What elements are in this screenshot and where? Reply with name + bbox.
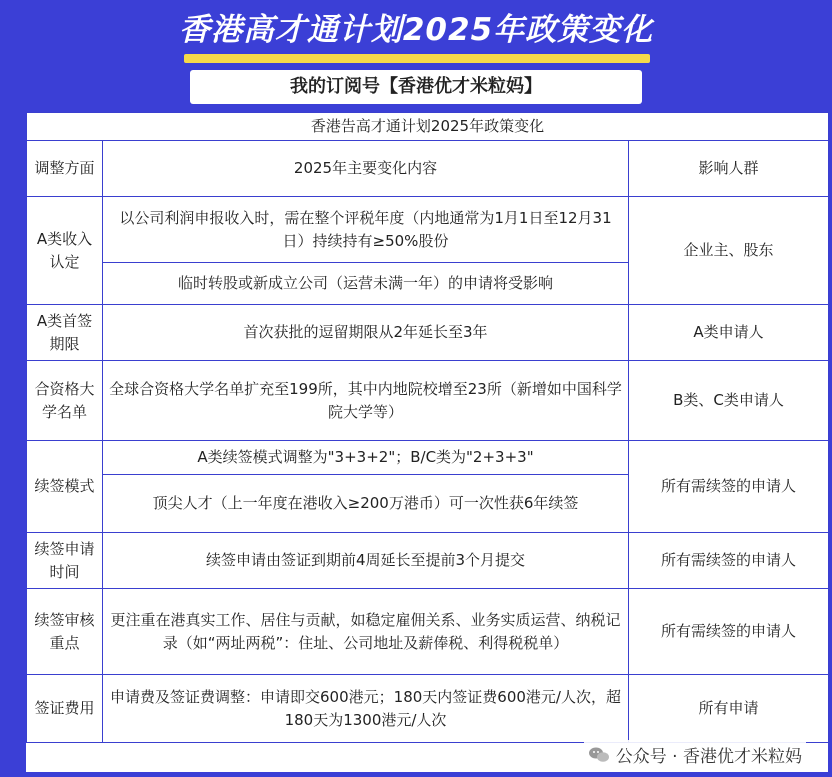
row-content: 首次获批的逗留期限从2年延长至3年	[103, 305, 629, 361]
subscription-label: 我的订阅号【香港优才米粒妈】	[190, 70, 642, 104]
row-audience: 所有需续签的申请人	[629, 589, 829, 675]
row-aspect: 续签模式	[27, 441, 103, 533]
policy-table-container	[26, 112, 828, 772]
table-caption: 香港告高才通计划2025年政策变化	[27, 113, 829, 141]
row-content: 全球合资格大学名单扩充至199所，其中内地院校增至23所（新增如中国科学院大学等）	[103, 361, 629, 441]
row-aspect: 续签申请时间	[27, 533, 103, 589]
watermark	[584, 740, 806, 769]
row-audience: 所有需续签的申请人	[629, 441, 829, 533]
row-aspect: A类收入认定	[27, 197, 103, 305]
row-content: 更注重在港真实工作、居住与贡献，如稳定雇佣关系、业务实质运营、纳税记录（如“两址两税”：住址、公司地址及薪俸税、利得税税单）	[103, 589, 629, 675]
title-underline	[184, 54, 650, 63]
banner-title: 香港高才通计划2025年政策变化	[178, 12, 654, 48]
row-aspect: 签证费用	[27, 675, 103, 743]
policy-table	[26, 112, 829, 743]
header-audience: 影响人群	[629, 141, 829, 197]
row-content: 续签申请由签证到期前4周延长至提前3个月提交	[103, 533, 629, 589]
row-audience: B类、C类申请人	[629, 361, 829, 441]
row-content: 顶尖人才（上一年度在港收入≥200万港币）可一次性获6年续签	[103, 475, 629, 533]
row-content: 临时转股或新成立公司（运营未满一年）的申请将受影响	[103, 263, 629, 305]
row-aspect: 续签审核重点	[27, 589, 103, 675]
row-aspect: 合资格大学名单	[27, 361, 103, 441]
wechat-icon	[588, 746, 610, 764]
row-audience: 企业主、股东	[629, 197, 829, 305]
row-audience: 所有申请	[629, 675, 829, 743]
watermark-text: 公众号 · 香港优才米粒妈	[615, 747, 802, 767]
row-content: 以公司利润申报收入时，需在整个评税年度（内地通常为1月1日至12月31日）持续持有≥50%股份	[103, 197, 629, 263]
row-audience: A类申请人	[629, 305, 829, 361]
row-aspect: A类首签期限	[27, 305, 103, 361]
row-audience: 所有需续签的申请人	[629, 533, 829, 589]
row-content: A类续签模式调整为"3+3+2"；B/C类为"2+3+3"	[103, 441, 629, 475]
header-content: 2025年主要变化内容	[103, 141, 629, 197]
header-aspect: 调整方面	[27, 141, 103, 197]
row-content: 申请费及签证费调整：申请即交600港元；180天内签证费600港元/人次，超180天为1300港元/人次	[103, 675, 629, 743]
